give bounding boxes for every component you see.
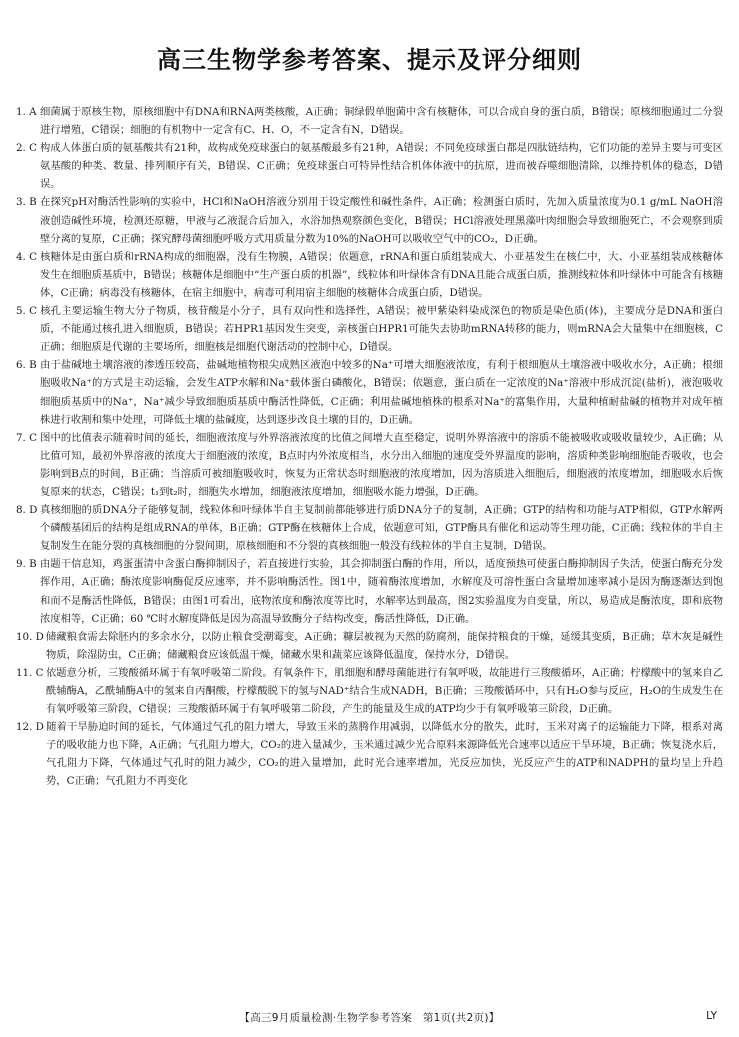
answer-text: 随着干旱胁迫时间的延长，气体通过气孔的阻力增大，导致玉米的蒸腾作用减弱，以降低水分的散失，此时，玉米对离子的运输能力下降，根系对离子的吸收能力也下降，A正确；气孔阻力增大，CO₂的进入量减少，玉米通过减少光合原料来源降低光合速率以适应干旱环境，B正确；恢复浇水后，气孔阻力下降，气体通过气孔时的阻力减少，CO₂的进入量增加，此时光合速率增加，光反应加快，光反应产生的ATP和NADPH的量均呈上升趋势，C正确；气孔阻力不再变化: [46, 721, 723, 788]
answer-text: 在探究pH对酶活性影响的实验中，HCl和NaOH溶液分别用于设定酸性和碱性条件，A正确；检测蛋白质时，先加入质量浓度为0.1 g/mL NaOH溶液创造碱性环境，检测还原糖，甲液与乙液混合后加入，水浴加热观察颜色变化，B错误；HCl溶液处理黑藻叶肉细胞会导致细胞死亡，不会观察到质壁分离的复原，C正确；探究酵母菌细胞呼吸方式用质量分数为10%的NaOH可以吸收空气中的CO₂，D正确。: [40, 196, 723, 245]
answer-number: 2. C: [16, 142, 37, 155]
answer-number: 9. B: [16, 558, 37, 571]
page-title: 高三生物学参考答案、提示及评分细则: [157, 46, 582, 74]
answer-text: 细菌属于原核生物，原核细胞中有DNA和RNA两类核酸，A正确；铜绿假单胞菌中含有核糖体，可以合成自身的蛋白质，B错误；原核细胞通过二分裂进行增殖，C错误；细胞的有机物中一定含有C、H、O，不一定含有N，D错误。: [40, 106, 723, 137]
answer-list: [16, 103, 723, 791]
answer-number: 1. A: [16, 106, 37, 118]
answer-item: [16, 139, 723, 193]
answer-number: 6. B: [16, 359, 37, 372]
answer-item: [16, 501, 723, 555]
answer-item: [16, 664, 723, 718]
answer-number: 4. C: [16, 250, 37, 263]
answer-text: 真核细胞的质DNA分子能够复制，线粒体和叶绿体半自主复制前都能够进行质DNA分子的复制，A正确；GTP的结构和功能与ATP相似，GTP水解两个磷酸基团后的结构是组成RNA的单体，B正确；GTP酶在核糖体上合成，依题意可知，GTP酶具有催化和运动等生理功能，C正确；线粒体的半自主复制发生在能分裂的真核细胞的分裂间期，原核细胞和不分裂的真核细胞一般没有线粒体的半自主复制，D错误。: [40, 504, 723, 553]
answer-text: 依题意分析，三羧酸循环属于有氧呼吸第二阶段。有氧条件下，肌细胞和酵母菌能进行有氧呼吸，故能进行三羧酸循环，A正确；柠檬酸中的氢来自乙酰辅酶A，乙酰辅酶A中的氢来自丙酮酸，柠檬酸脱下的氢与NAD⁺结合生成NADH，B正确；三羧酸循环中，只有H₂O参与反应，H₂O的生成发生在有氧呼吸第三阶段，C错误；三羧酸循环属于有氧呼吸第二阶段，产生的能量及生成的ATP均少于有氧呼吸第三阶段，D正确。: [46, 666, 723, 716]
answer-number: 8. D: [16, 504, 38, 517]
answer-text: 核糖体是由蛋白质和rRNA构成的细胞器，没有生物膜，A错误；依题意，rRNA和蛋白质组装成大、小亚基发生在核仁中，大、小亚基组装成核糖体发生在细胞质基质中，B错误；核糖体是细胞中“生产蛋白质的机器”，线粒体和叶绿体含有DNA且能合成蛋白质，推测线粒体和叶绿体中可能含有核糖体，C正确；病毒没有核糖体，在宿主细胞中，病毒可利用宿主细胞的核糖体合成蛋白质，D错误。: [40, 250, 723, 299]
answer-number: 7. C: [16, 431, 37, 444]
answer-item: [16, 429, 723, 501]
answer-text: 由于盐碱地土壤溶液的渗透压较高，盐碱地植物根尖成熟区液泡中较多的Na⁺可增大细胞液浓度，有利于根细胞从土壤溶液中吸收水分，A正确；根细胞吸收Na⁺的方式是主动运输，会发生ATP水解和Na⁺载体蛋白磷酸化，B错误；依题意，蛋白质在一定浓度的Na⁺溶液中形成沉淀(盐析)，液泡吸收细胞质基质中的Na⁺，Na⁺减少导致细胞质基质中酶活性降低，C正确；利用盐碱地植株的根系对Na⁺的富集作用，大量种植耐盐碱的植物并对成年植株进行收割和集中处理，可降低土壤的盐碱度，达到逐步改良土壤的目的，D正确。: [40, 359, 723, 426]
answer-text: 由题干信息知，鸡蛋蛋清中含蛋白酶抑制因子，若直接进行实验，其会抑制蛋白酶的作用，所以，适度预热可使蛋白酶抑制因子失活，使蛋白酶充分发挥作用，A正确；酶浓度影响酶促反应速率，并不影响酶活性。图1中，随着酶浓度增加，水解度及可溶性蛋白含量增加速率减小是因为酶逐渐达到饱和而不是酶活性降低，B错误；由图1可看出，底物浓度和酶浓度等比时，水解率达到最高，图2实验温度为自变量，所以，易造成是酶浓度，即和底物浓度相等，C正确；60 ℃时水解度降低是因为高温导致酶分子结构改变，酶活性降低，D正确。: [40, 558, 723, 625]
answer-item: [16, 302, 723, 356]
answer-number: 11. C: [16, 666, 44, 679]
page-footer: 【高三9月质量检测·生物学参考答案 第1页(共2页)】: [239, 1012, 500, 1024]
answer-number: 10. D: [16, 630, 44, 643]
answer-text: 构成人体蛋白质的氨基酸共有21种，故构成免疫球蛋白的氨基酸最多有21种，A错误；不同免疫球蛋白都是四肽链结构，它们功能的差异主要与可变区氨基酸的种类、数量、排列顺序有关，B错误、C正确；免疫球蛋白可特异性结合机体体液中的抗原，进而被吞噬细胞清除，以维持机体的稳态，D错误。: [40, 142, 723, 191]
answer-item: [16, 103, 723, 139]
answer-item: [16, 193, 723, 247]
answer-item: [16, 718, 723, 790]
answer-item: [16, 356, 723, 428]
answer-text: 图中的比值表示随着时间的延长，细胞液浓度与外界溶液浓度的比值之间增大直至稳定，说明外界溶液中的溶质不能被吸收或吸收量较少，A正确；从比值可知，最初外界溶液的浓度大于细胞液的浓度，B点时内外浓度相当，水分出入细胞的速度受外界温度的影响，溶质种类影响细胞能否吸收，也会影响到B点的时间，B正确；当溶质可被细胞吸收时，恢复为正常状态时细胞液的浓度增加，因为溶质进入细胞后，细胞液的浓度增加，细胞吸水后恢复原来的状态，C错误；t₁到t₂时，细胞失水增加，细胞液浓度增加，细胞吸水能力增强，D正确。: [40, 431, 723, 498]
answer-number: 5. C: [16, 305, 37, 318]
answer-item: [16, 628, 723, 664]
answer-item: [16, 248, 723, 302]
answer-number: 3. B: [16, 196, 37, 209]
answer-number: 12. D: [16, 721, 44, 734]
answer-text: 核孔主要运输生物大分子物质，核苷酸是小分子，具有双向性和选择性，A错误；被甲紫染料染成深色的物质是染色质(体)，主要成分是DNA和蛋白质，不能通过核孔进入细胞质，B错误；若HPR1基因发生突变，亲核蛋白HPR1可能失去协助mRNA转移的能力，则mRNA会大量集中在细胞核，C正确；细胞质是代谢的主要场所，细胞核是细胞代谢活动的控制中心，D错误。: [40, 305, 723, 354]
footer-mark: LY: [706, 1010, 717, 1022]
answer-text: 储藏粮食需去除胚内的多余水分，以防止粮食受潮霉变，A正确；糠层被视为天然的防腐剂，能保持粮食的干燥，延缓其变质，B正确；草木灰是碱性物质，除湿防虫，C正确；储藏粮食应该低温干燥，储藏水果和蔬菜应该降低温度，保持水分，D错误。: [46, 630, 723, 661]
answer-item: [16, 555, 723, 627]
